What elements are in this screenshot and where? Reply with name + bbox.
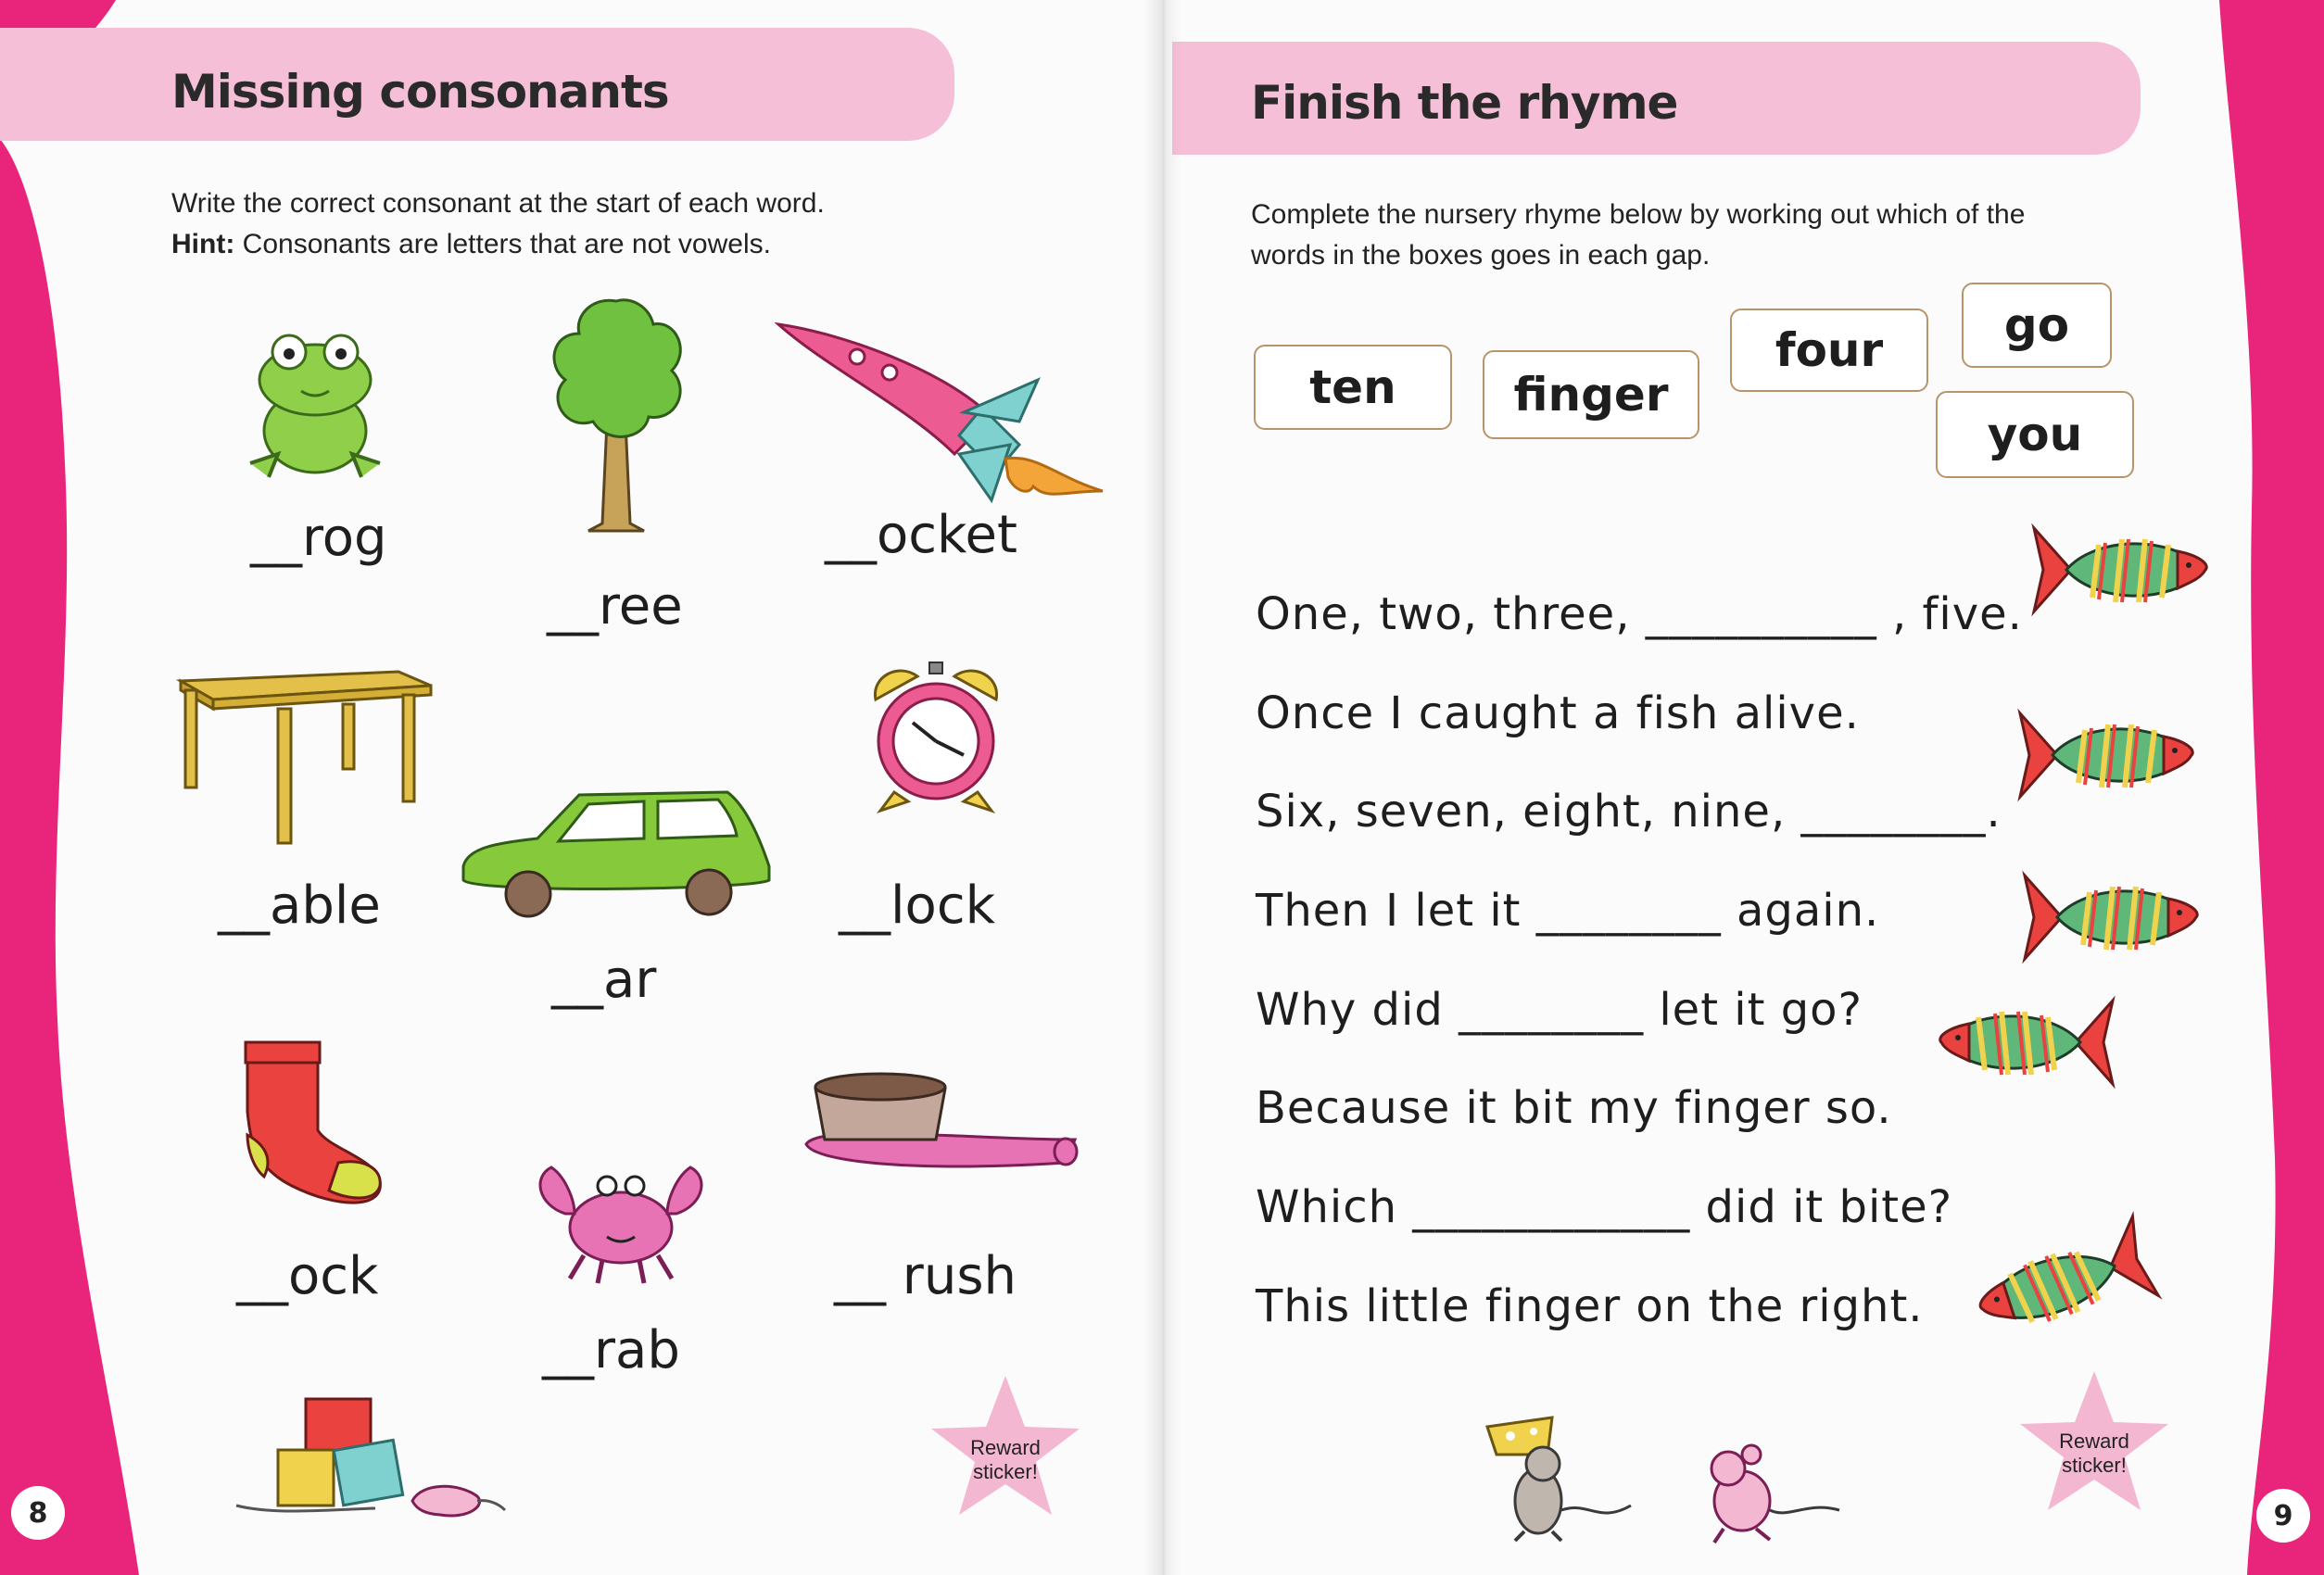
reward-line-1: Reward: [970, 1436, 1041, 1459]
instruction-text: [171, 183, 825, 265]
car-icon: [459, 788, 774, 926]
word-box-four: four: [1730, 309, 1928, 392]
sock-icon: [236, 1038, 394, 1214]
instruction-line: Write the correct consonant at the start of each word.: [171, 188, 825, 219]
reward-line-2: sticker!: [2062, 1454, 2127, 1477]
mouse-icon: [1686, 1436, 1844, 1547]
rhyme-line-8: This little finger on the right.: [1256, 1280, 1924, 1332]
page-title: Finish the rhyme: [1251, 76, 1678, 130]
word-car: __ar: [551, 950, 657, 1010]
instruction-text: [1251, 195, 2025, 276]
table-icon: [176, 667, 436, 852]
word-tree: __ree: [547, 576, 683, 636]
page-number: 8: [11, 1486, 65, 1540]
right-page: [1163, 0, 2324, 1575]
clock-icon: [866, 658, 1005, 815]
reward-sticker-label: [2039, 1430, 2150, 1478]
word-brush: __ rush: [834, 1246, 1017, 1306]
rhyme-line-6: Because it bit my finger so.: [1256, 1082, 1892, 1134]
word-sock: __ock: [236, 1246, 379, 1306]
fish-icon: [1969, 1223, 2154, 1343]
fish-icon: [2020, 866, 2205, 968]
rhyme-line-1: One, two, three, __________ , five.: [1256, 588, 2023, 640]
word-box-you: you: [1936, 391, 2134, 478]
rhyme-line-4: Then I let it ________ again.: [1256, 885, 1880, 937]
word-table: __able: [218, 876, 381, 936]
frog-icon: [232, 324, 398, 491]
rhyme-line-2: Once I caught a fish alive.: [1256, 687, 1860, 739]
tree-icon: [537, 292, 695, 533]
word-box-finger: finger: [1483, 350, 1699, 439]
word-clock: __lock: [839, 876, 996, 936]
reward-line-1: Reward: [2059, 1430, 2129, 1453]
word-box-go: go: [1962, 283, 2112, 368]
crab-icon: [528, 1149, 714, 1288]
word-crab: __rab: [542, 1320, 680, 1380]
word-rocket: __ocket: [825, 505, 1017, 565]
rhyme-line-7: Which ____________ did it bite?: [1256, 1181, 1953, 1233]
hint-label: Hint:: [171, 229, 235, 259]
fish-icon: [2029, 519, 2215, 621]
rhyme-line-5: Why did ________ let it go?: [1256, 984, 1863, 1036]
page-title: Missing consonants: [171, 65, 669, 119]
reward-sticker-label: [950, 1436, 1061, 1484]
instruction-line-1: Complete the nursery rhyme below by working out which of the: [1251, 199, 2026, 230]
rhyme-line-3: Six, seven, eight, nine, ________.: [1256, 786, 2002, 838]
hint-text: Consonants are letters that are not vowels.: [242, 229, 771, 259]
page-number: 9: [2256, 1489, 2310, 1543]
mouse-with-cheese-icon: [1483, 1413, 1640, 1543]
fish-icon: [1932, 991, 2117, 1093]
rocket-icon: [769, 315, 1112, 500]
spine-shadow: [1144, 0, 1181, 1575]
hint-line: [171, 224, 825, 265]
fish-icon: [2015, 704, 2201, 806]
blocks-mouse-icon: [236, 1390, 505, 1529]
brush-icon: [797, 1070, 1084, 1181]
instruction-line-2: words in the boxes goes in each gap.: [1251, 240, 1711, 271]
word-box-ten: ten: [1254, 345, 1452, 430]
reward-line-2: sticker!: [973, 1460, 1038, 1483]
word-frog: __rog: [250, 508, 387, 568]
